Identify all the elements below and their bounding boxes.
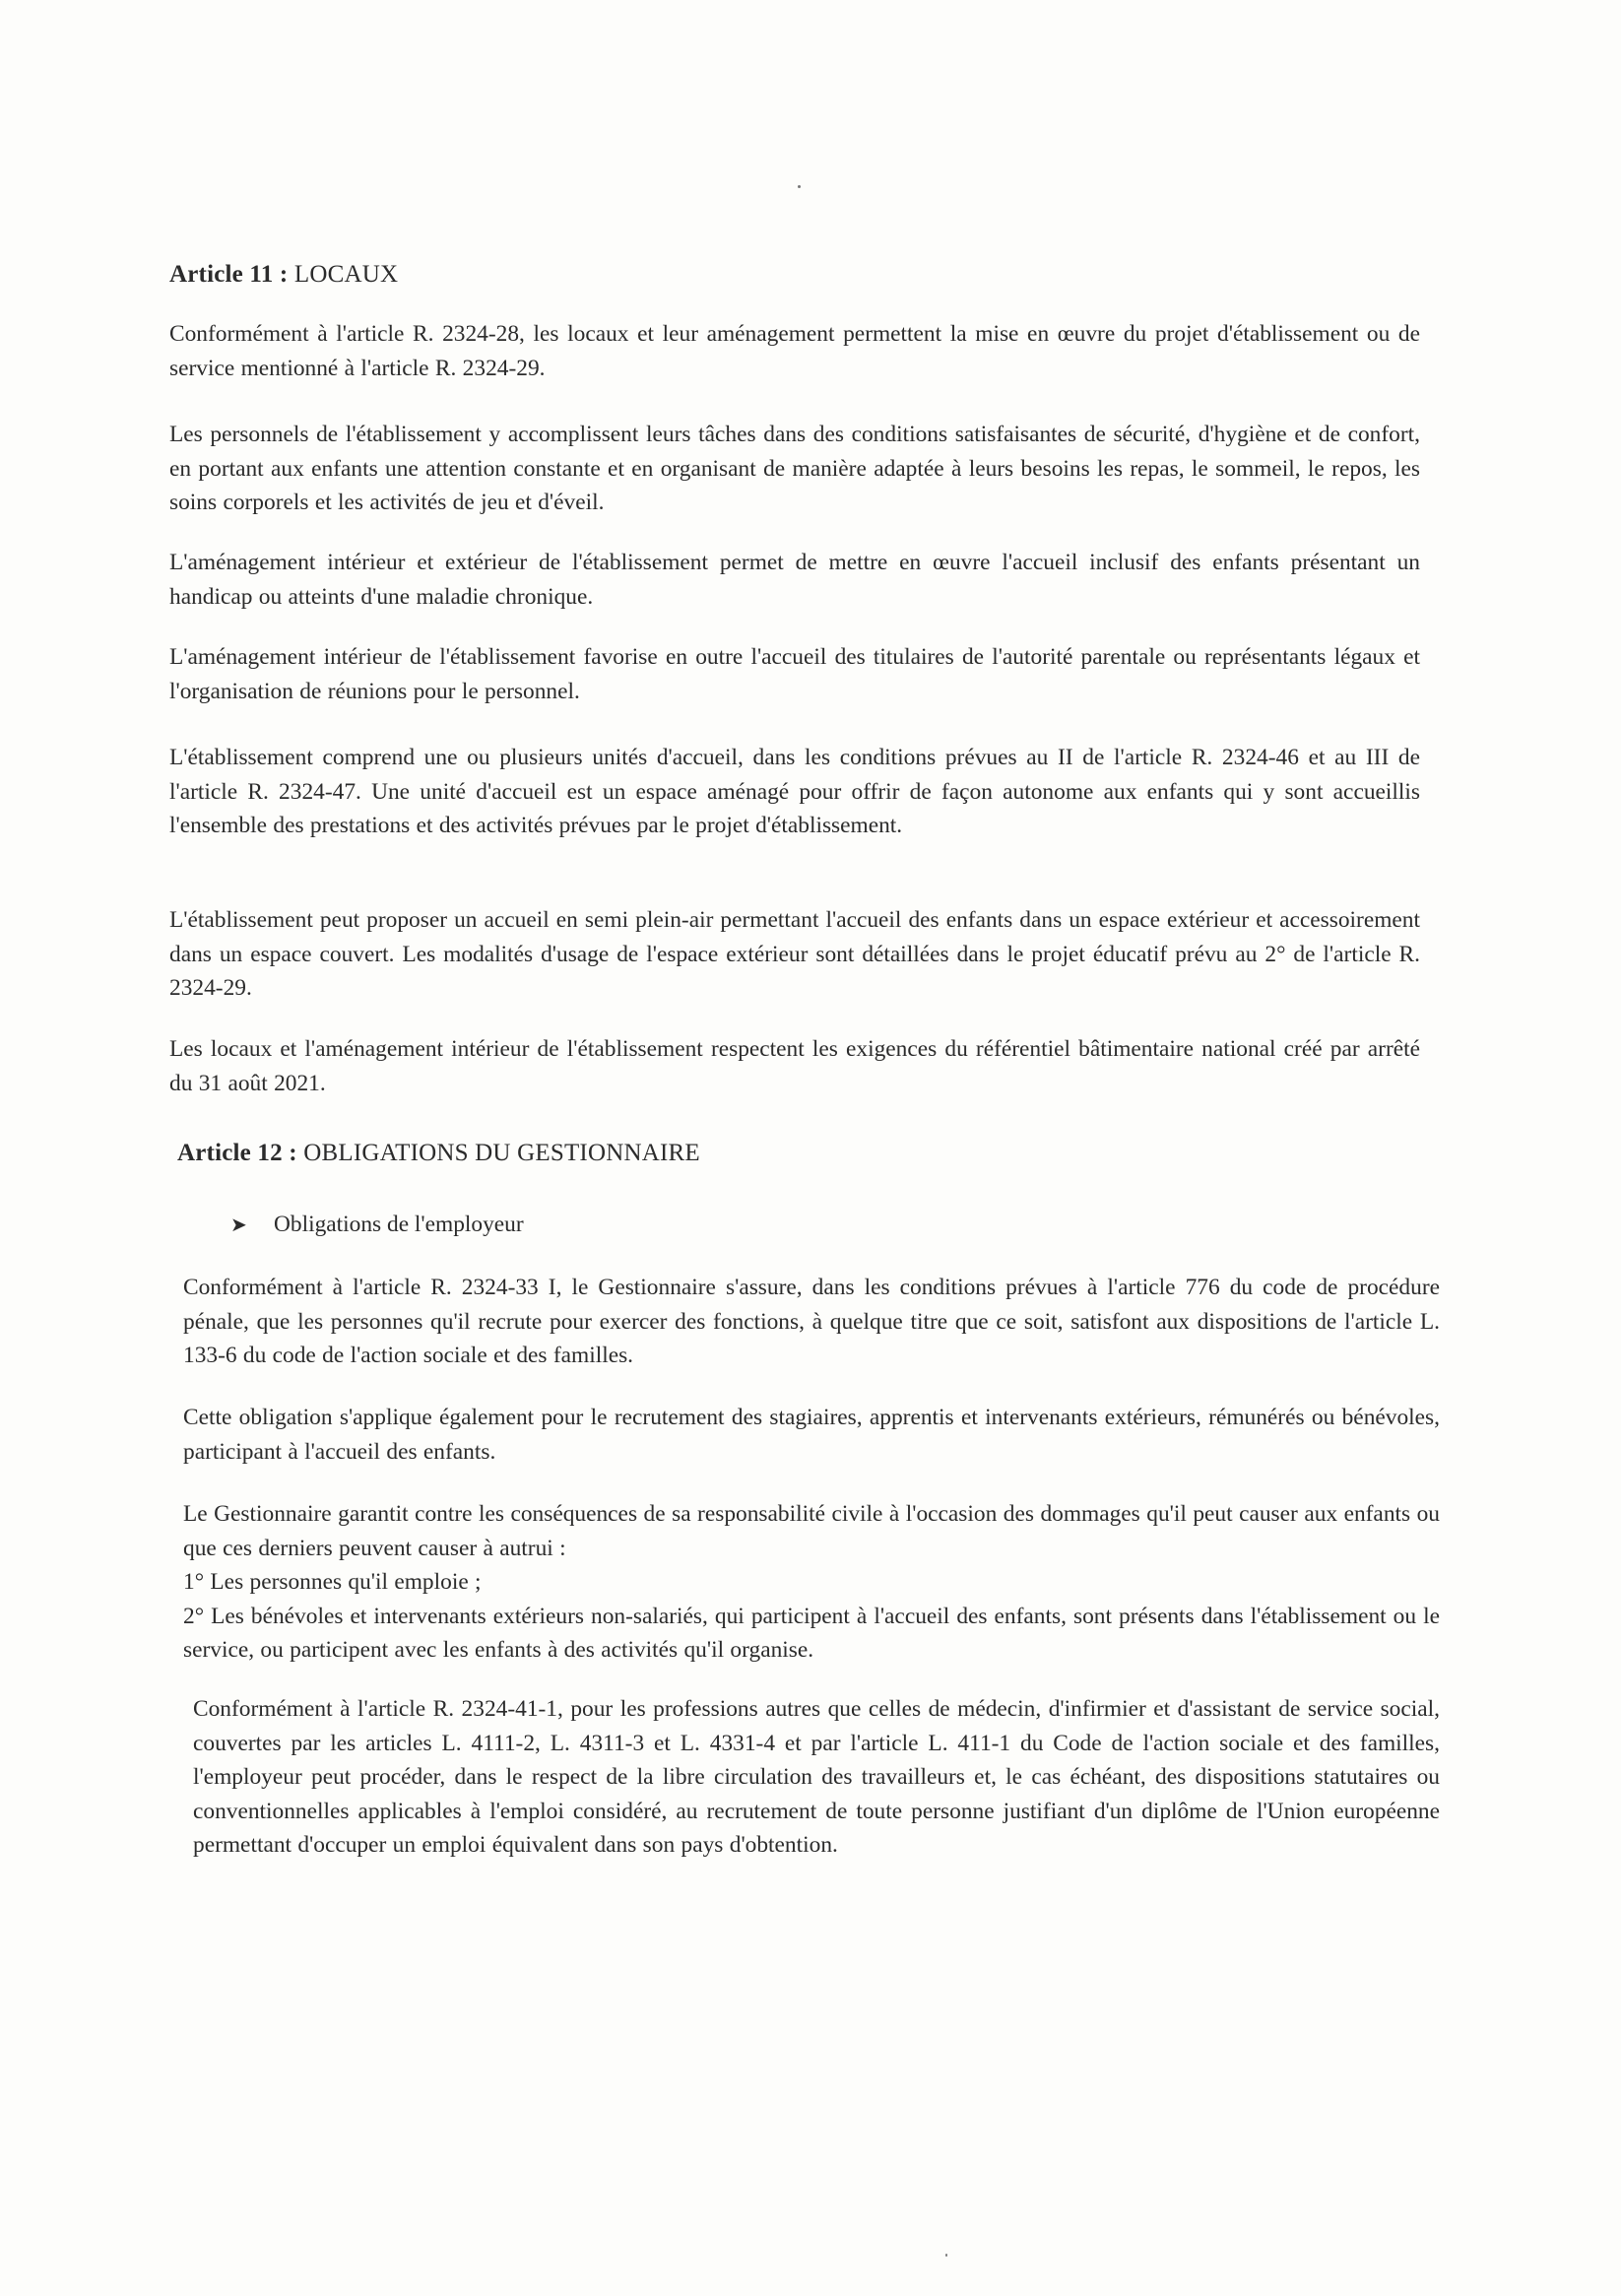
article-11-paragraph: Les personnels de l'établissement y accomplissent leurs tâches dans des conditions satisfaisantes de sécurité, d'hygiène et de confort, en portant aux enfants une attention constante et en organisant de manière adaptée à leurs besoins les repas, le sommeil, le repos, les soins corporels et les activités de jeu et d'éveil. xyxy=(169,422,1420,516)
article-12-paragraph: Cette obligation s'applique également pour le recrutement des stagiaires, apprentis et intervenants extérieurs, rémunérés ou bénévoles, participant à l'accueil des enfants. xyxy=(183,1405,1440,1465)
article-11-paragraph: L'établissement comprend une ou plusieurs unités d'accueil, dans les conditions prévues au II de l'article R. 2324-46 et au III de l'article R. 2324-47. Une unité d'accueil est un espace aménagé pour offrir de façon autonome aux enfants qui y sont accueillis l'ensemble des prestations et des activités prévues par le projet d'établissement. xyxy=(169,745,1420,839)
article-12-number: Article 12 : xyxy=(177,1140,297,1166)
subsection-label: Obligations de l'employeur xyxy=(274,1212,524,1237)
liability-clause xyxy=(183,1497,1440,1668)
liability-item: 1° Les personnes qu'il emploie ; xyxy=(183,1569,482,1596)
article-11-paragraph: L'aménagement intérieur et extérieur de l'établissement permet de mettre en œuvre l'accueil inclusif des enfants présentant un handicap ou atteints d'une maladie chronique. xyxy=(169,550,1420,610)
article-12-paragraph: Conformément à l'article R. 2324-33 I, le Gestionnaire s'assure, dans les conditions prévues à l'article 776 du code de procédure pénale, que les personnes qu'il recrute pour exercer des fonctions, à quelque titre que ce soit, satisfont aux dispositions de l'article L. 133-6 du code de l'action sociale et des familles. xyxy=(183,1275,1440,1369)
article-12-title: OBLIGATIONS DU GESTIONNAIRE xyxy=(303,1140,700,1166)
article-11-paragraph: Les locaux et l'aménagement intérieur de l'établissement respectent les exigences du référentiel bâtimentaire national créé par arrêté du 31 août 2021. xyxy=(169,1036,1420,1096)
scan-speck xyxy=(945,2254,947,2257)
article-12-heading xyxy=(177,1137,700,1170)
liability-intro: Le Gestionnaire garantit contre les conséquences de sa responsabilité civile à l'occasion des dommages qu'il peut causer aux enfants ou que ces derniers peuvent causer à autrui : xyxy=(183,1501,1440,1561)
article-11-paragraph: L'aménagement intérieur de l'établissement favorise en outre l'accueil des titulaires de l'autorité parentale ou représentants légaux et l'organisation de réunions pour le personnel. xyxy=(169,644,1420,704)
arrow-bullet-icon: ➤ xyxy=(230,1214,247,1236)
article-11-paragraph: Conformément à l'article R. 2324-28, les locaux et leur aménagement permettent la mise en œuvre du projet d'établissement ou de service mentionné à l'article R. 2324-29. xyxy=(169,321,1420,381)
article-11-heading xyxy=(169,258,398,292)
article-11-paragraph: L'établissement peut proposer un accueil en semi plein-air permettant l'accueil des enfants dans un espace extérieur et accessoirement dans un espace couvert. Les modalités d'usage de l'espace extérieur sont détaillées dans le projet éducatif prévu au 2° de l'article R. 2324-29. xyxy=(169,907,1420,1002)
subsection-heading xyxy=(230,1208,524,1242)
scan-speck xyxy=(798,185,801,188)
article-12-final-paragraph: Conformément à l'article R. 2324-41-1, pour les professions autres que celles de médecin, d'infirmier et d'assistant de service social, couvertes par les articles L. 4111-2, L. 4311-3 et L. 4331-4 et par l'article L. 411-1 du Code de l'action sociale et des familles, l'employeur peut procéder, dans le respect de la libre circulation des travailleurs et, le cas échéant, des dispositions statutaires ou conventionnelles applicables à l'emploi considéré, au recrutement de toute personne justifiant d'un diplôme de l'Union européenne permettant d'occuper un emploi équivalent dans son pays d'obtention. xyxy=(193,1696,1440,1859)
article-11-number: Article 11 : xyxy=(169,261,289,288)
liability-item: 2° Les bénévoles et intervenants extérieurs non-salariés, qui participent à l'accueil des enfants, sont présents dans l'établissement ou le service, ou participent avec les enfants à des activités qu'il organise. xyxy=(183,1603,1440,1664)
article-11-title: LOCAUX xyxy=(293,261,399,288)
